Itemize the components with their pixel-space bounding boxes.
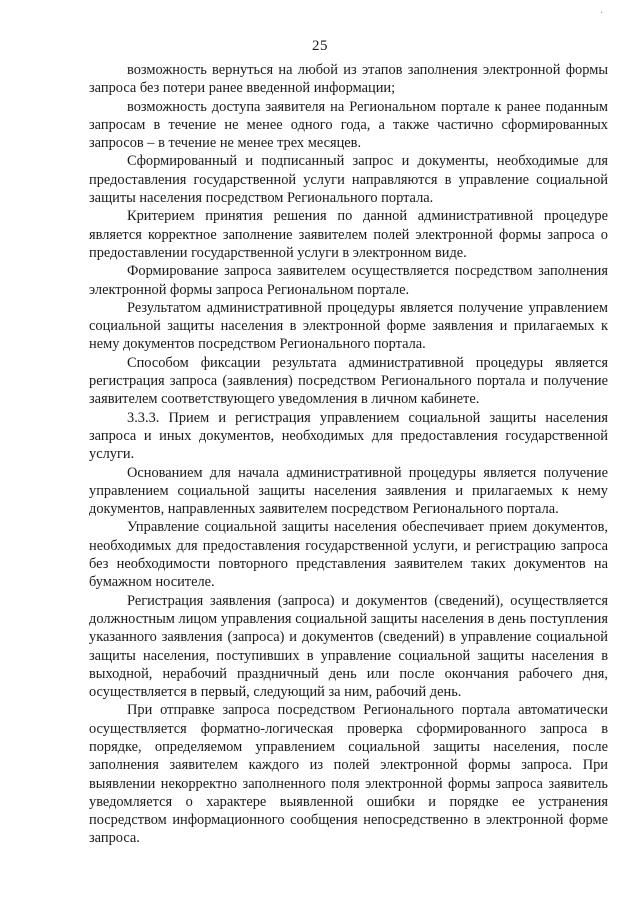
paragraph: Способом фиксации результата административной процедуры является регистрация запроса (заявления) посредством Регионального портала и получение заявителем соответствующего уведомления в личном кабинете. — [89, 354, 608, 408]
paragraph: Сформированный и подписанный запрос и документы, необходимые для предоставления государственной услуги направляются в управление социальной защиты населения посредством Регионального портала. — [89, 153, 608, 207]
paragraph: Формирование запроса заявителем осуществляется посредством заполнения электронной формы запроса Региональном портале. — [89, 263, 608, 298]
paragraph: Регистрация заявления (запроса) и документов (сведений), осуществляется должностным лицом управления социальной защиты населения в день поступления указанного заявления (запроса) и документов (сведений) в управление социальной защиты населения, поступивших в управление социальной защиты населения в выходной, нерабочий праздничный день или после окончания рабочего дня, осуществляется в первый, следующий за ним, рабочий день. — [89, 592, 608, 701]
scan-mark: · — [600, 8, 604, 19]
paragraph: Управление социальной защиты населения обеспечивает прием документов, необходимых для предоставления государственной услуги, и регистрацию запроса без необходимости повторного представления заявителем таких документов на бумажном носителе. — [89, 519, 608, 591]
section-heading-paragraph: 3.3.3. Прием и регистрация управлением социальной защиты населения запроса и иных документов, необходимых для предоставления государственной услуги. — [89, 409, 608, 463]
document-body — [89, 61, 608, 848]
paragraph: Критерием принятия решения по данной административной процедуре является корректное заполнение заявителем полей электронной формы запроса о предоставлении государственной услуги в электронном виде. — [89, 208, 608, 261]
paragraph: Результатом административной процедуры является получение управлением социальной защиты населения в электронной форме заявления и прилагаемых к нему документов посредством Регионального портала. — [89, 299, 608, 353]
paragraph: возможность доступа заявителя на Региональном портале к ранее поданным запросам в течение не менее одного года, а также частично сформированных запросов – в течение не менее трех месяцев. — [89, 98, 608, 152]
paragraph: возможность вернуться на любой из этапов заполнения электронной формы запроса без потери ранее введенной информации; — [89, 62, 608, 97]
paragraph: Основанием для начала административной процедуры является получение управлением социальной защиты населения заявления и прилагаемых к нему документов, направленных заявителем посредством Регионального портала. — [89, 464, 608, 518]
paragraph: При отправке запроса посредством Регионального портала автоматически осуществляется форматно-логическая проверка сформированного запроса в порядке, определяемом управлением социальной защиты населения, после заполнения заявителем каждого из полей электронной формы запроса. При выявлении некорректно заполненного поля электронной формы запроса заявитель уведомляется о характере выявленной ошибки и порядке ее устранения посредством информационного сообщения непосредственно в электронной форме запроса. — [89, 702, 608, 847]
page-number: 25 — [312, 38, 328, 54]
